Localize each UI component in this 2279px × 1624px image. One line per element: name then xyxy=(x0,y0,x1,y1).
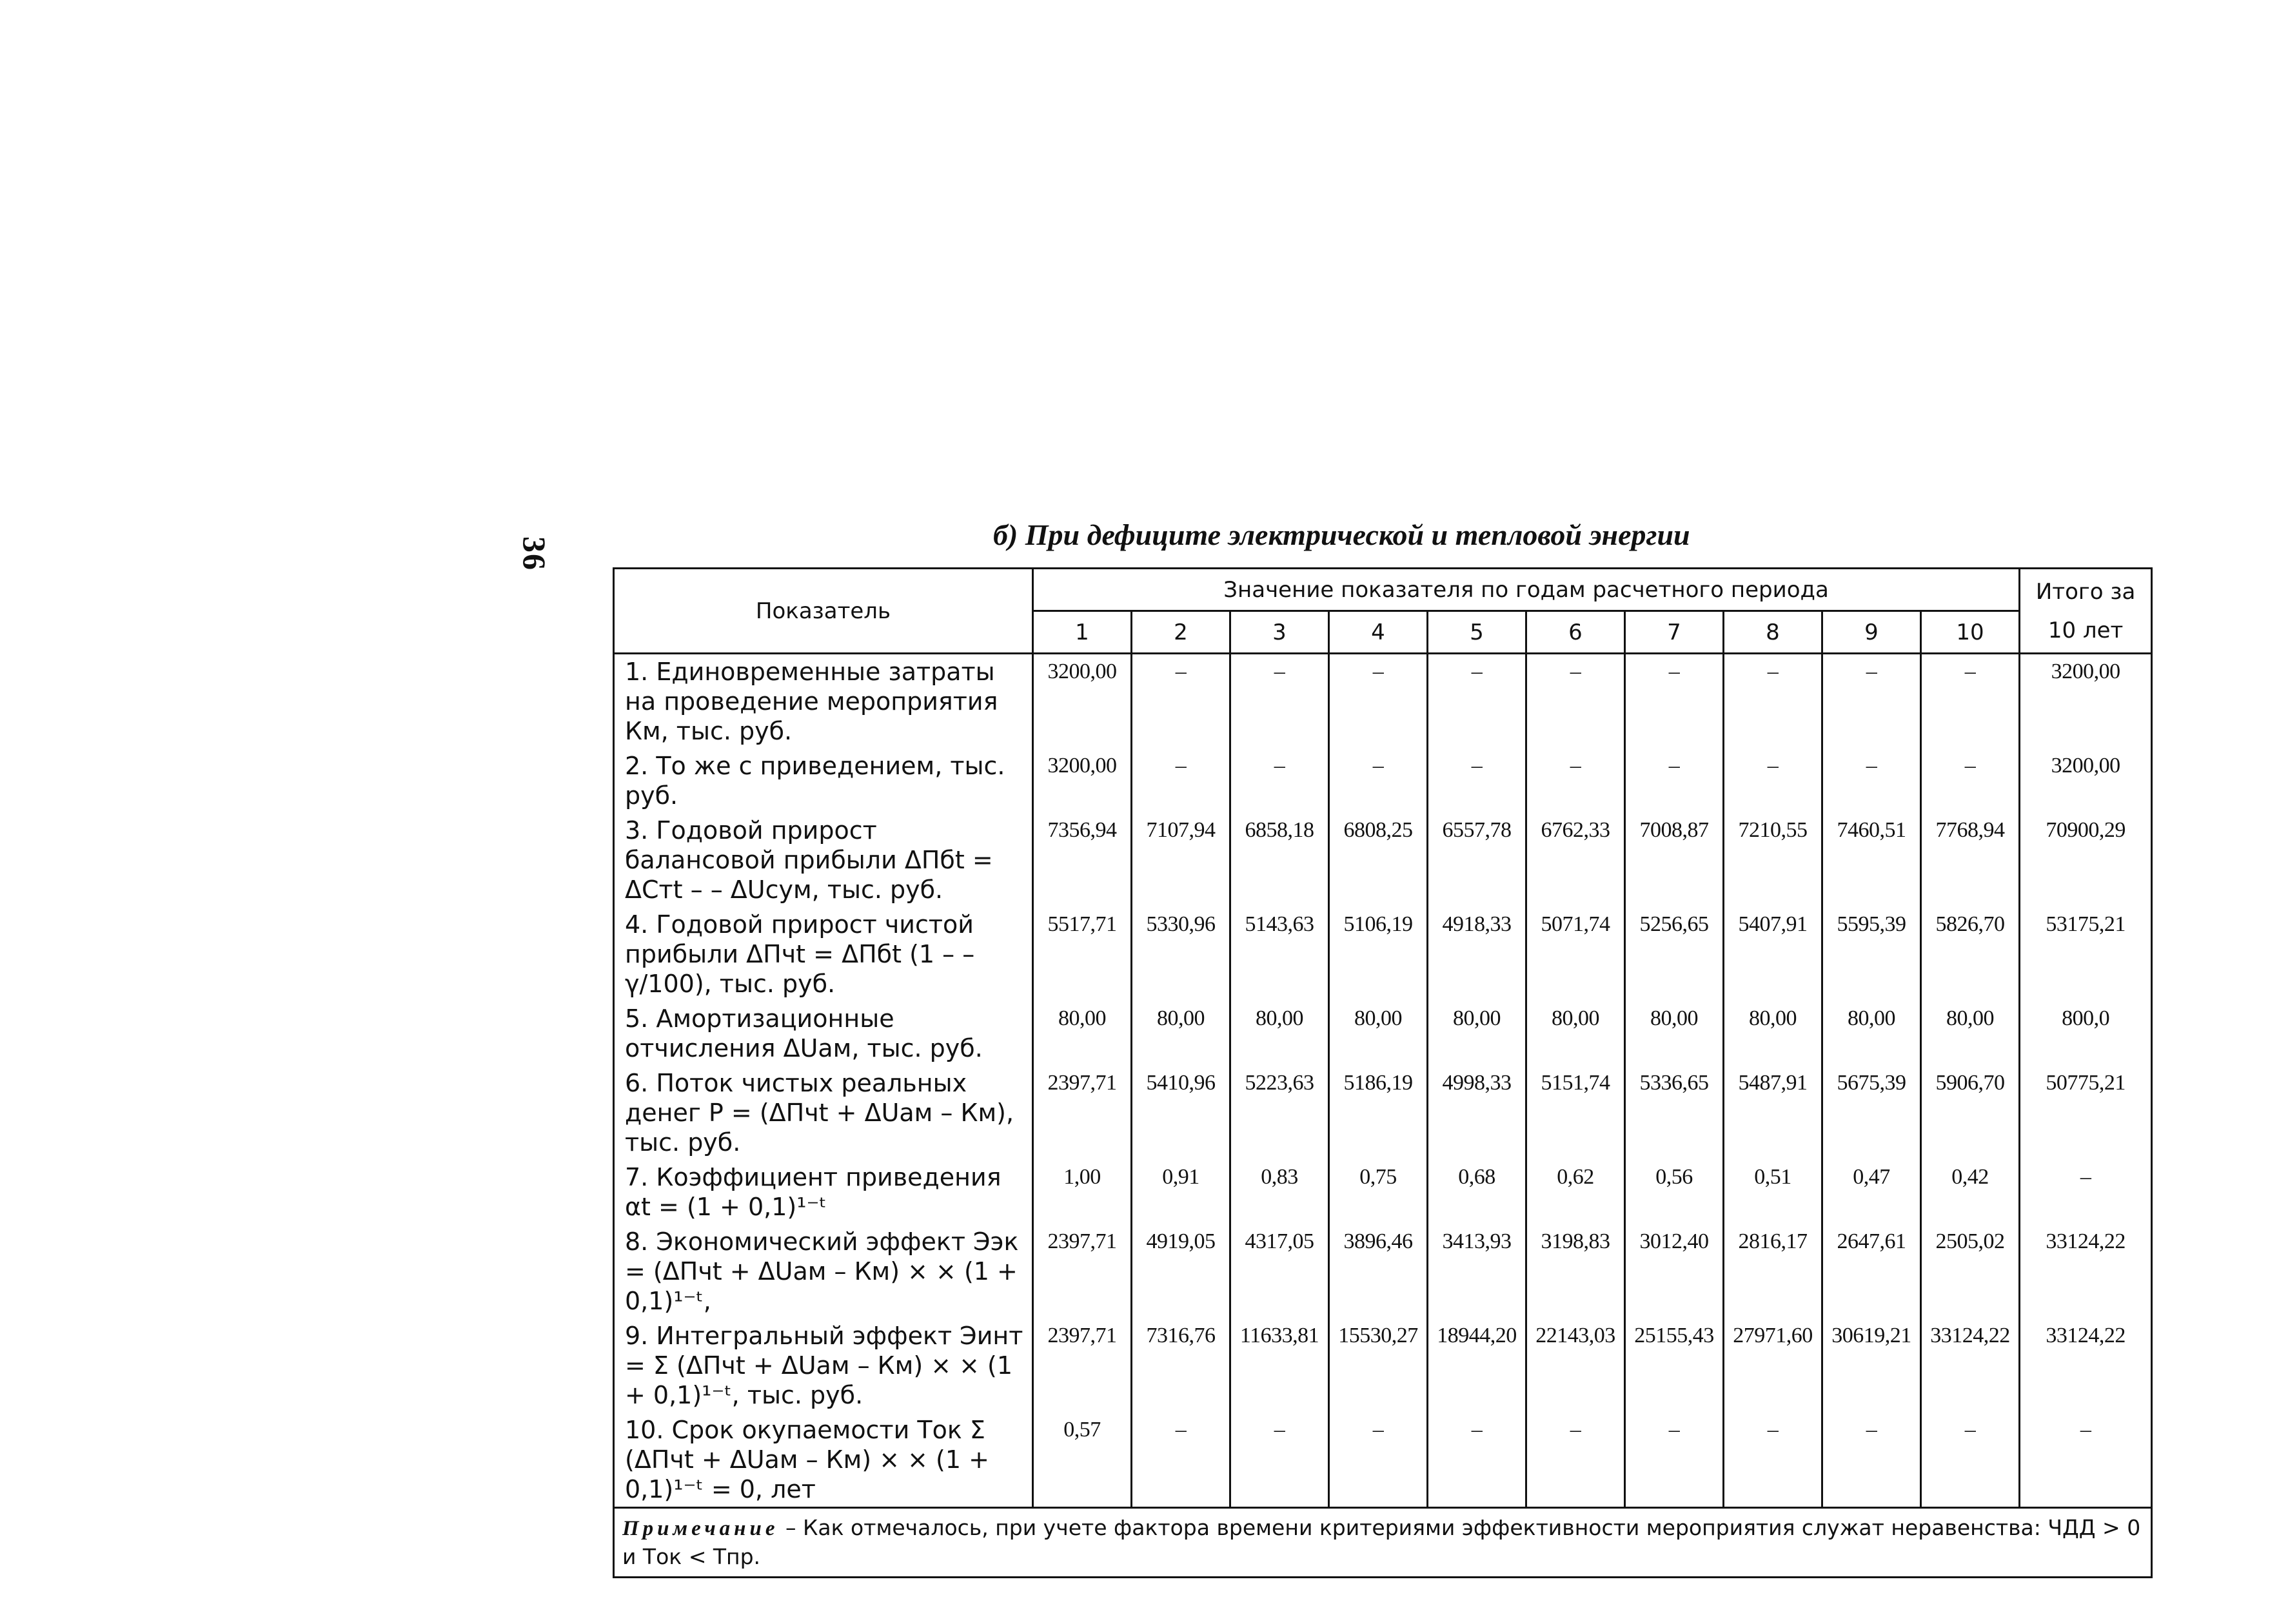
row-value: – xyxy=(1625,748,1724,813)
row-value: – xyxy=(1132,654,1230,749)
row-value: 5256,65 xyxy=(1625,907,1724,1001)
row-total: – xyxy=(2020,1160,2152,1224)
row-value: 30619,21 xyxy=(1822,1318,1921,1413)
row-value: 6858,18 xyxy=(1230,813,1329,907)
row-value: 5595,39 xyxy=(1822,907,1921,1001)
row-value: – xyxy=(1230,1413,1329,1508)
row-value: 0,51 xyxy=(1724,1160,1822,1224)
row-value: 5186,19 xyxy=(1329,1066,1428,1160)
table-row xyxy=(614,813,2152,907)
header-year: 9 xyxy=(1822,611,1921,654)
row-label: 9. Интегральный эффект Эинт = Σ (ΔПчt + ΔUам – Км) × × (1 + 0,1)¹⁻ᵗ, тыс. руб. xyxy=(614,1318,1033,1413)
row-label: 1. Единовременные затраты на проведение мероприятия Км, тыс. руб. xyxy=(614,654,1033,749)
row-label: 6. Поток чистых реальных денег P = (ΔПчt + ΔUам – Км), тыс. руб. xyxy=(614,1066,1033,1160)
row-value: 6557,78 xyxy=(1428,813,1526,907)
row-value: – xyxy=(1428,654,1526,749)
row-value: 3896,46 xyxy=(1329,1224,1428,1318)
row-value: 0,56 xyxy=(1625,1160,1724,1224)
row-value: – xyxy=(1329,654,1428,749)
row-value: – xyxy=(1822,1413,1921,1508)
row-value: – xyxy=(1921,654,2020,749)
row-value: 4918,33 xyxy=(1428,907,1526,1001)
row-value: 0,57 xyxy=(1033,1413,1132,1508)
row-value: 0,42 xyxy=(1921,1160,2020,1224)
row-value: – xyxy=(1921,1413,2020,1508)
row-label: 3. Годовой прирост балансовой прибыли ΔПбt = ΔCтt – – ΔUсум, тыс. руб. xyxy=(614,813,1033,907)
row-value: 5106,19 xyxy=(1329,907,1428,1001)
row-value: 2647,61 xyxy=(1822,1224,1921,1318)
note-label: Примечание xyxy=(622,1517,779,1540)
row-value: – xyxy=(1428,1413,1526,1508)
row-label: 8. Экономический эффект Ээк = (ΔПчt + ΔUам – Км) × × (1 + 0,1)¹⁻ᵗ, xyxy=(614,1224,1033,1318)
row-value: 3200,00 xyxy=(1033,748,1132,813)
row-value: 3198,83 xyxy=(1526,1224,1625,1318)
row-value: 7460,51 xyxy=(1822,813,1921,907)
row-label: 10. Срок окупаемости Tок Σ (ΔПчt + ΔUам – Км) × × (1 + 0,1)¹⁻ᵗ = 0, лет xyxy=(614,1413,1033,1508)
row-value: – xyxy=(1822,654,1921,749)
row-value: – xyxy=(1230,748,1329,813)
table-row xyxy=(614,1001,2152,1066)
row-value: 15530,27 xyxy=(1329,1318,1428,1413)
row-total: 33124,22 xyxy=(2020,1224,2152,1318)
header-total-line2: 10 лет xyxy=(2047,617,2124,643)
row-value: – xyxy=(1625,654,1724,749)
table-row xyxy=(614,1318,2152,1413)
row-label: 2. То же с приведением, тыс. руб. xyxy=(614,748,1033,813)
row-value: 22143,03 xyxy=(1526,1318,1625,1413)
row-label: 4. Годовой прирост чистой прибыли ΔПчt = ΔПбt (1 – – γ/100), тыс. руб. xyxy=(614,907,1033,1001)
header-year: 2 xyxy=(1132,611,1230,654)
row-value: 5151,74 xyxy=(1526,1066,1625,1160)
row-value: 2397,71 xyxy=(1033,1066,1132,1160)
row-value: 4317,05 xyxy=(1230,1224,1329,1318)
row-value: 7008,87 xyxy=(1625,813,1724,907)
table-row xyxy=(614,654,2152,749)
row-label: 7. Коэффициент приведения αt = (1 + 0,1)¹⁻ᵗ xyxy=(614,1160,1033,1224)
table-body xyxy=(614,654,2152,1508)
row-value: – xyxy=(1526,654,1625,749)
row-value: – xyxy=(1132,1413,1230,1508)
row-value: 80,00 xyxy=(1822,1001,1921,1066)
row-value: 7210,55 xyxy=(1724,813,1822,907)
row-value: – xyxy=(1428,748,1526,813)
row-label: 5. Амортизационные отчисления ΔUам, тыс. руб. xyxy=(614,1001,1033,1066)
header-indicator: Показатель xyxy=(614,569,1033,654)
row-value: – xyxy=(1526,748,1625,813)
row-value: 80,00 xyxy=(1724,1001,1822,1066)
header-year: 6 xyxy=(1526,611,1625,654)
row-value: 80,00 xyxy=(1230,1001,1329,1066)
row-value: – xyxy=(1724,1413,1822,1508)
table-note xyxy=(614,1508,2152,1578)
row-value: – xyxy=(1724,654,1822,749)
row-value: 5675,39 xyxy=(1822,1066,1921,1160)
row-value: 6762,33 xyxy=(1526,813,1625,907)
row-value: 7768,94 xyxy=(1921,813,2020,907)
row-value: 0,91 xyxy=(1132,1160,1230,1224)
row-value: 4998,33 xyxy=(1428,1066,1526,1160)
row-value: 18944,20 xyxy=(1428,1318,1526,1413)
row-value: 5330,96 xyxy=(1132,907,1230,1001)
row-value: 7107,94 xyxy=(1132,813,1230,907)
row-value: 7356,94 xyxy=(1033,813,1132,907)
table-row xyxy=(614,1066,2152,1160)
row-value: 5143,63 xyxy=(1230,907,1329,1001)
row-value: – xyxy=(1526,1413,1625,1508)
row-total: 3200,00 xyxy=(2020,748,2152,813)
row-total: 3200,00 xyxy=(2020,654,2152,749)
row-value: 1,00 xyxy=(1033,1160,1132,1224)
row-value: 80,00 xyxy=(1132,1001,1230,1066)
row-value: 0,68 xyxy=(1428,1160,1526,1224)
row-value: 11633,81 xyxy=(1230,1318,1329,1413)
table-title: б) При дефиците электрической и тепловой энергии xyxy=(993,518,1690,551)
header-total xyxy=(2020,569,2152,654)
row-value: 0,47 xyxy=(1822,1160,1921,1224)
row-value: – xyxy=(1230,654,1329,749)
row-value: 80,00 xyxy=(1329,1001,1428,1066)
row-value: 2397,71 xyxy=(1033,1318,1132,1413)
row-value: 5487,91 xyxy=(1724,1066,1822,1160)
header-year: 1 xyxy=(1033,611,1132,654)
row-value: 25155,43 xyxy=(1625,1318,1724,1413)
table-row xyxy=(614,748,2152,813)
table-row xyxy=(614,1160,2152,1224)
header-total-line1: Итого за xyxy=(2035,578,2136,605)
row-total: 50775,21 xyxy=(2020,1066,2152,1160)
row-value: 3200,00 xyxy=(1033,654,1132,749)
row-value: – xyxy=(1822,748,1921,813)
row-value: 5071,74 xyxy=(1526,907,1625,1001)
table-row xyxy=(614,907,2152,1001)
row-value: 5407,91 xyxy=(1724,907,1822,1001)
row-total: 33124,22 xyxy=(2020,1318,2152,1413)
header-year: 10 xyxy=(1921,611,2020,654)
row-value: 6808,25 xyxy=(1329,813,1428,907)
row-value: 80,00 xyxy=(1921,1001,2020,1066)
row-value: 0,62 xyxy=(1526,1160,1625,1224)
row-value: – xyxy=(1724,748,1822,813)
row-value: 0,75 xyxy=(1329,1160,1428,1224)
row-value: 80,00 xyxy=(1428,1001,1526,1066)
header-values-by-year: Значение показателя по годам расчетного периода xyxy=(1033,569,2020,611)
row-value: – xyxy=(1132,748,1230,813)
row-value: 33124,22 xyxy=(1921,1318,2020,1413)
row-total: 800,0 xyxy=(2020,1001,2152,1066)
row-value: 5410,96 xyxy=(1132,1066,1230,1160)
row-value: – xyxy=(1329,1413,1428,1508)
table-row xyxy=(614,1413,2152,1508)
row-value: 0,83 xyxy=(1230,1160,1329,1224)
row-value: 27971,60 xyxy=(1724,1318,1822,1413)
header-year: 4 xyxy=(1329,611,1428,654)
row-value: 5826,70 xyxy=(1921,907,2020,1001)
header-year: 7 xyxy=(1625,611,1724,654)
row-value: 80,00 xyxy=(1033,1001,1132,1066)
row-value: – xyxy=(1921,748,2020,813)
row-value: 5517,71 xyxy=(1033,907,1132,1001)
row-total: – xyxy=(2020,1413,2152,1508)
row-value: 7316,76 xyxy=(1132,1318,1230,1413)
row-value: 2816,17 xyxy=(1724,1224,1822,1318)
table-row xyxy=(614,1224,2152,1318)
row-value: 2397,71 xyxy=(1033,1224,1132,1318)
row-value: 5336,65 xyxy=(1625,1066,1724,1160)
header-year: 8 xyxy=(1724,611,1822,654)
header-year: 3 xyxy=(1230,611,1329,654)
row-value: – xyxy=(1329,748,1428,813)
row-total: 70900,29 xyxy=(2020,813,2152,907)
header-year: 5 xyxy=(1428,611,1526,654)
row-total: 53175,21 xyxy=(2020,907,2152,1001)
row-value: 80,00 xyxy=(1526,1001,1625,1066)
row-value: 4919,05 xyxy=(1132,1224,1230,1318)
row-value: 2505,02 xyxy=(1921,1224,2020,1318)
page-number: 36 xyxy=(517,536,553,571)
row-value: 3012,40 xyxy=(1625,1224,1724,1318)
row-value: 80,00 xyxy=(1625,1001,1724,1066)
row-value: 5906,70 xyxy=(1921,1066,2020,1160)
row-value: 3413,93 xyxy=(1428,1224,1526,1318)
row-value: 5223,63 xyxy=(1230,1066,1329,1160)
note-text: – Как отмечалось, при учете фактора времени критериями эффективности мероприятия служат неравенства: ЧДД > 0 и Tок < Tпр. xyxy=(622,1515,2141,1569)
indicator-table xyxy=(613,567,2153,1578)
row-value: – xyxy=(1625,1413,1724,1508)
